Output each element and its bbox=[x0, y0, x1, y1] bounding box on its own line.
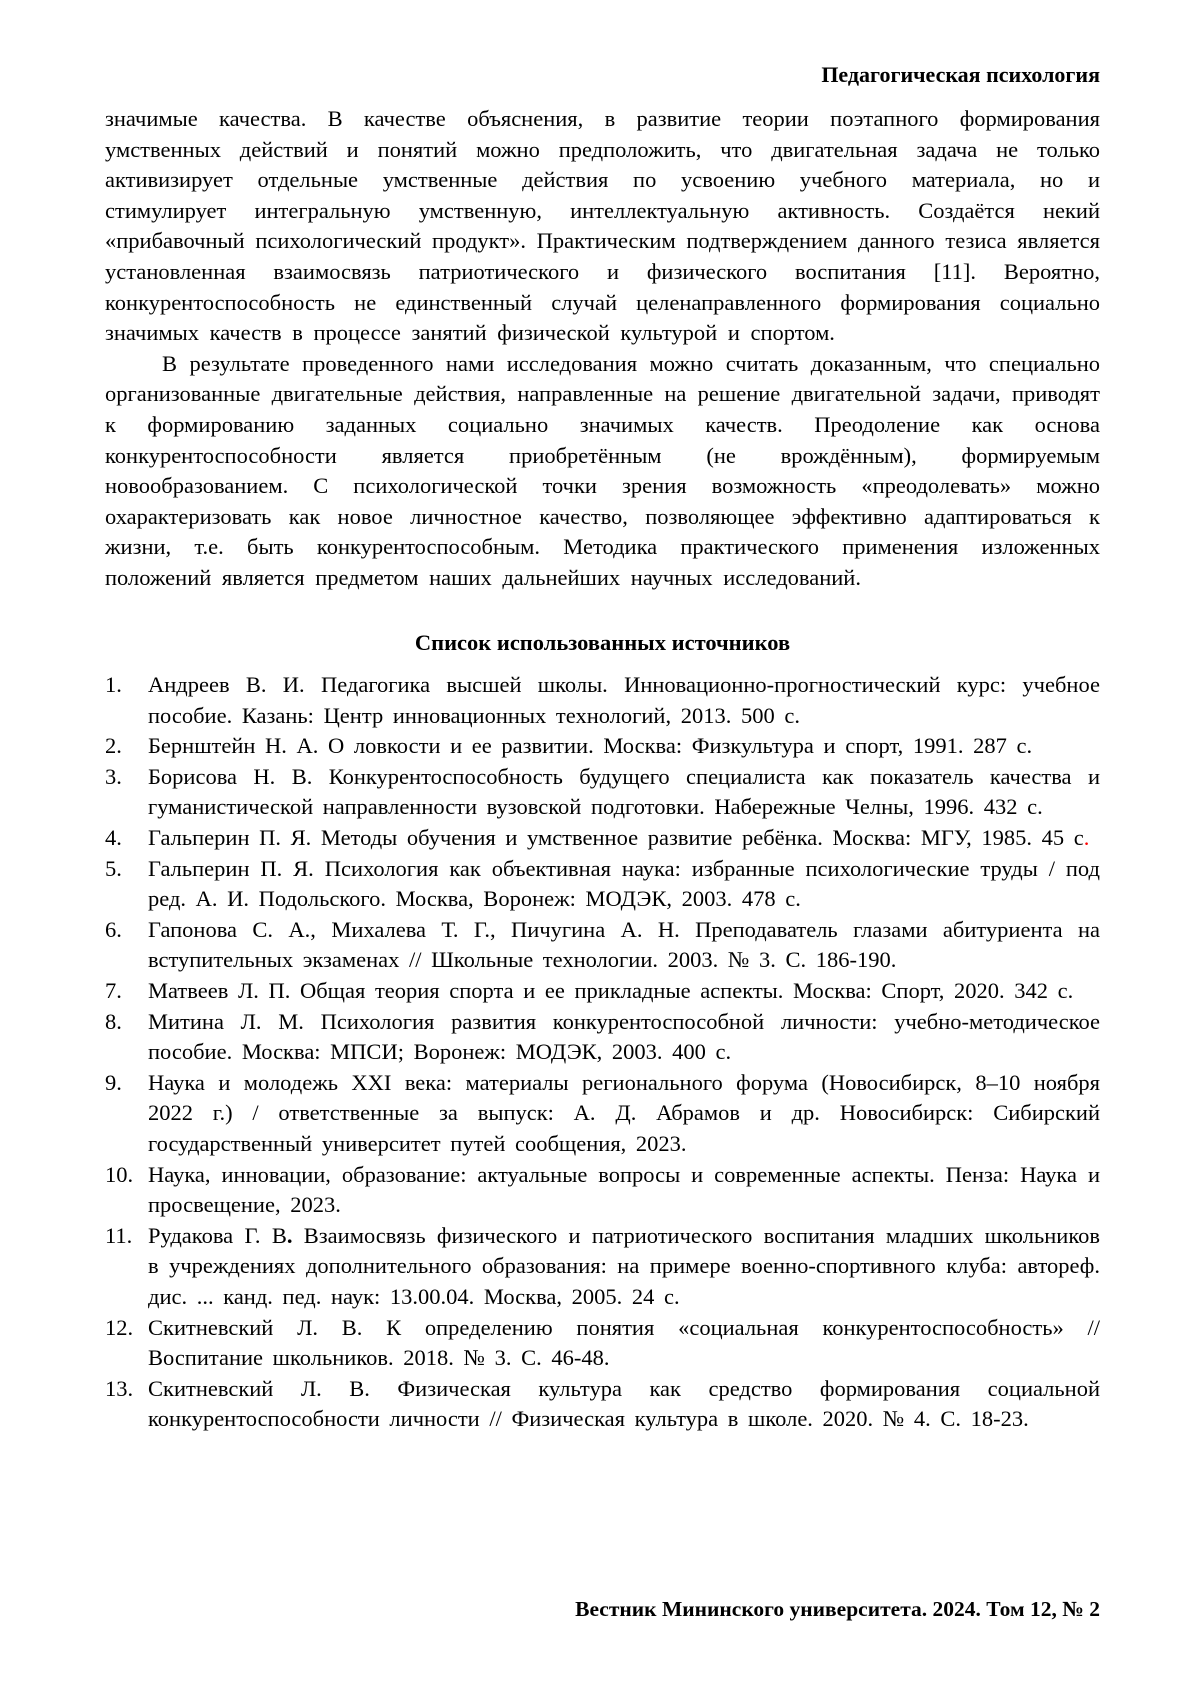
journal-footer: Вестник Мининского университета. 2024. Том 12, № 2 bbox=[575, 1597, 1100, 1621]
references-list bbox=[105, 670, 1100, 1435]
reference-text bbox=[148, 854, 1100, 915]
reference-item-11 bbox=[105, 1221, 1100, 1313]
reference-item-9 bbox=[105, 1068, 1100, 1160]
reference-text bbox=[148, 976, 1100, 1007]
reference-text bbox=[148, 1221, 1100, 1313]
reference-number: 5. bbox=[105, 855, 122, 881]
reference-number: 2. bbox=[105, 733, 122, 759]
paragraph-continuation: значимые качества. В качестве объяснения, в развитие теории поэтапного формирования умственных действий и понятий можно предположить, что двигательная задача не только активизирует отдельные умственные действия по усвоению учебного материала, но и стимулирует интегральную умственную, интеллектуальную активность. Создаётся некий «прибавочный психологический продукт». Практическим подтверждением данного тезиса является установленная взаимосвязь патриотического и физического воспитания [11]. Вероятно, конкурентоспособность не единственный случай целенаправленного формирования социально значимых качеств в процессе занятий физической культурой и спортом. bbox=[105, 106, 1100, 346]
running-head: Педагогическая психология bbox=[821, 62, 1100, 87]
ref-segment: Наука, инновации, образование: актуальные вопросы и современные аспекты. Пенза: Наука и просвещение, 2023. bbox=[148, 1161, 1100, 1218]
reference-item-8 bbox=[105, 1007, 1100, 1068]
reference-number: 1. bbox=[105, 672, 122, 698]
reference-item-12 bbox=[105, 1313, 1100, 1374]
reference-number: 3. bbox=[105, 763, 122, 789]
reference-item-3 bbox=[105, 762, 1100, 823]
reference-text bbox=[148, 1007, 1100, 1068]
reference-number: 12. bbox=[105, 1314, 134, 1340]
reference-number: 6. bbox=[105, 916, 122, 942]
reference-text bbox=[148, 670, 1100, 731]
ref-segment: Борисова Н. В. Конкурентоспособность будущего специалиста как показатель качества и гуманистической направленности вузовской подготовки. Набережные Челны, 1996. 432 с. bbox=[148, 763, 1100, 820]
ref-segment: Скитневский Л. В. К определению понятия «социальная конкурентоспособность» // Воспитание школьников. 2018. № 3. С. 46-48. bbox=[148, 1314, 1100, 1371]
ref-segment: Взаимосвязь физического и патриотического воспитания младших школьников в учреждениях дополнительного образования: на примере военно-спортивного клуба: автореф. дис. ... канд. пед. наук: 13.00.04. Москва, 2005. 24 с. bbox=[148, 1222, 1100, 1309]
reference-item-10 bbox=[105, 1160, 1100, 1221]
ref-segment-bold: . bbox=[286, 1222, 293, 1248]
reference-text bbox=[148, 1313, 1100, 1374]
ref-segment-red: . bbox=[1083, 825, 1090, 851]
ref-segment: Рудакова Г. В bbox=[148, 1222, 287, 1248]
reference-text bbox=[148, 1374, 1100, 1435]
references-title: Список использованных источников bbox=[414, 629, 791, 655]
reference-text bbox=[148, 1068, 1100, 1160]
reference-number: 7. bbox=[105, 978, 122, 1004]
reference-text bbox=[148, 915, 1100, 976]
reference-text bbox=[148, 731, 1100, 762]
ref-segment: Гальперин П. Я. Методы обучения и умственное развитие ребёнка. Москва: МГУ, 1985. 45 с bbox=[148, 825, 1084, 851]
reference-number: 4. bbox=[105, 825, 122, 851]
reference-text bbox=[148, 823, 1100, 854]
article-body bbox=[105, 104, 1100, 594]
ref-segment: Матвеев Л. П. Общая теория спорта и ее прикладные аспекты. Москва: Спорт, 2020. 342 с. bbox=[148, 978, 1074, 1004]
reference-item-1 bbox=[105, 670, 1100, 731]
ref-segment: Бернштейн Н. А. О ловкости и ее развитии. Москва: Физкультура и спорт, 1991. 287 с. bbox=[148, 733, 1033, 759]
paragraph-conclusion: В результате проведенного нами исследования можно считать доказанным, что специально организованные двигательные действия, направленные на решение двигательной задачи, приводят к формированию заданных социально значимых качеств. Преодоление как основа конкурентоспособности является приобретённым (не врождённым), формируемым новообразованием. С психологической точки зрения возможность «преодолевать» можно охарактеризовать как новое личностное качество, позволяющее эффективно адаптироваться к жизни, т.е. быть конкурентоспособным. Методика практического применения изложенных положений является предметом наших дальнейших научных исследований. bbox=[105, 350, 1100, 590]
ref-segment: Митина Л. М. Психология развития конкурентоспособной личности: учебно-методическое пособие. Москва: МПСИ; Воронеж: МОДЭК, 2003. 400 с. bbox=[148, 1008, 1100, 1065]
ref-segment: Гапонова С. А., Михалева Т. Г., Пичугина А. Н. Преподаватель глазами абитуриента на вступительных экзаменах // Школьные технологии. 2003. № 3. С. 186-190. bbox=[148, 916, 1100, 973]
reference-number: 8. bbox=[105, 1008, 122, 1034]
reference-item-6 bbox=[105, 915, 1100, 976]
reference-number: 11. bbox=[105, 1222, 133, 1248]
reference-number: 13. bbox=[105, 1375, 134, 1401]
ref-segment: Андреев В. И. Педагогика высшей школы. Инновационно-прогностический курс: учебное пособие. Казань: Центр инновационных технологий, 2013. 500 с. bbox=[148, 672, 1100, 728]
ref-segment: Наука и молодежь XXI века: материалы регионального форума (Новосибирск, 8–10 ноября 2022 г.) / ответственные за выпуск: А. Д. Абрамов и др. Новосибирск: Сибирский государственный университет путей сообщения, 2023. bbox=[148, 1069, 1100, 1156]
reference-item-5 bbox=[105, 854, 1100, 915]
reference-text bbox=[148, 1160, 1100, 1221]
reference-item-13 bbox=[105, 1374, 1100, 1435]
reference-number: 9. bbox=[105, 1069, 122, 1095]
reference-item-4 bbox=[105, 823, 1100, 854]
reference-number: 10. bbox=[105, 1161, 134, 1187]
reference-item-2 bbox=[105, 731, 1100, 762]
ref-segment: Гальперин П. Я. Психология как объективная наука: избранные психологические труды / под ред. А. И. Подольского. Москва, Воронеж: МОДЭК, 2003. 478 с. bbox=[148, 855, 1100, 912]
ref-segment: Скитневский Л. В. Физическая культура как средство формирования социальной конкурентоспособности личности // Физическая культура в школе. 2020. № 4. С. 18-23. bbox=[148, 1375, 1100, 1432]
reference-item-7 bbox=[105, 976, 1100, 1007]
reference-text bbox=[148, 762, 1100, 823]
